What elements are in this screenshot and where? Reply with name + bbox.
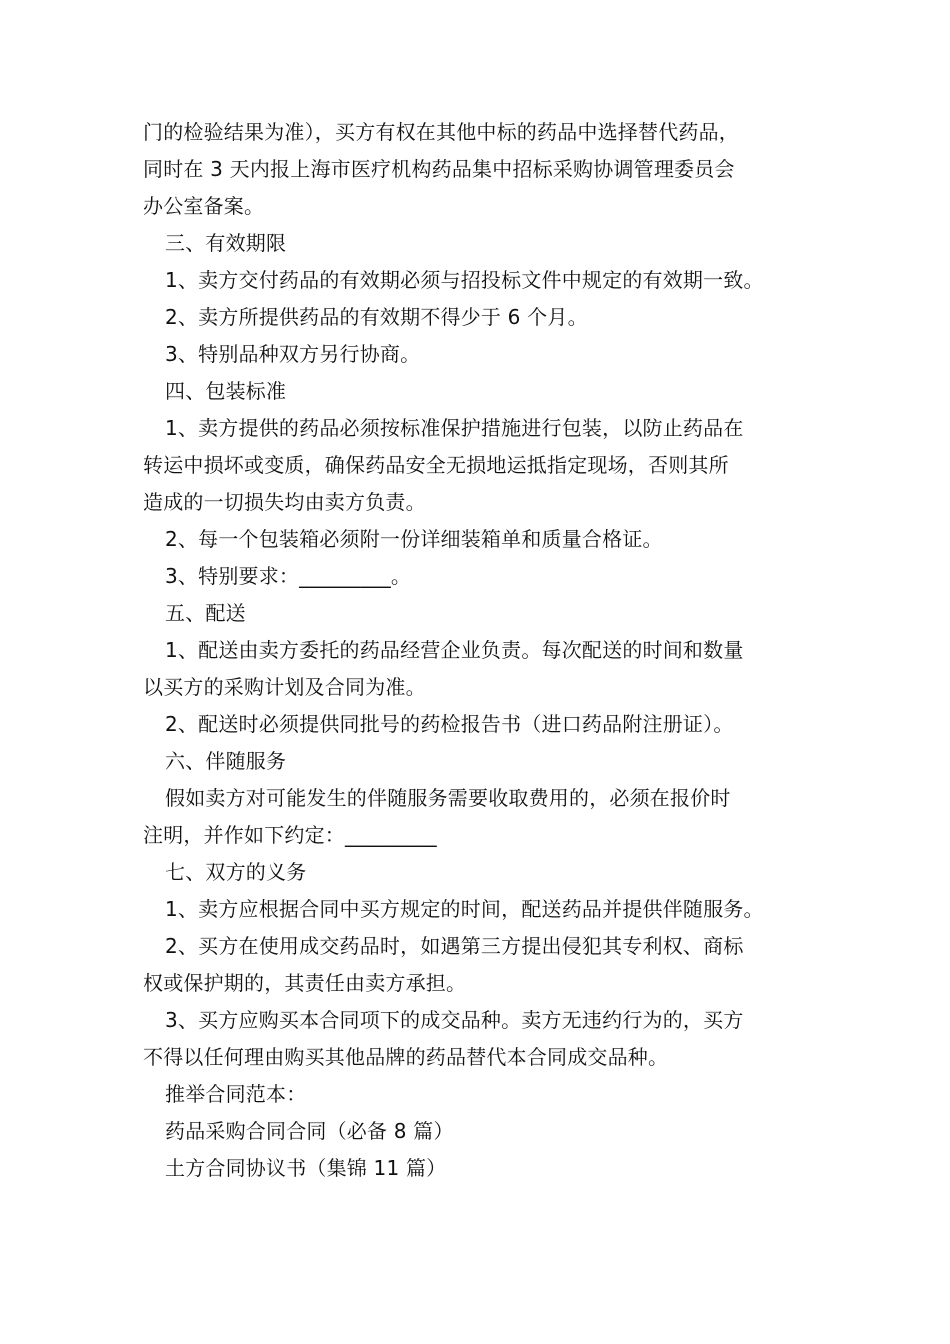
section-heading: 三、有效期限 [165,231,287,255]
text-line: 2、卖方所提供药品的有效期不得少于 6 个月。 [165,305,588,329]
section-heading: 六、伴随服务 [165,749,287,773]
text-line: 2、配送时必须提供同批号的药检报告书（进口药品附注册证）。 [165,712,734,736]
text-line: 权或保护期的，其责任由卖方承担。 [143,971,467,995]
text-line: 1、配送由卖方委托的药品经营企业负责。每次配送的时间和数量 [165,638,744,662]
section-heading: 七、双方的义务 [165,860,307,884]
text-line: 注明，并作如下约定：_________ [143,823,437,847]
section-heading: 四、包装标准 [165,379,287,403]
recommended-template-link[interactable]: 土方合同协议书（集锦 11 篇） [165,1156,447,1180]
text-line: 假如卖方对可能发生的伴随服务需要收取费用的，必须在报价时 [165,786,731,810]
text-line: 同时在 3 天内报上海市医疗机构药品集中招标采购协调管理委员会 [143,157,735,181]
text-line: 造成的一切损失均由卖方负责。 [143,490,426,514]
recommended-template-link[interactable]: 药品采购合同合同（必备 8 篇） [165,1119,454,1143]
text-line: 2、每一个包装箱必须附一份详细装箱单和质量合格证。 [165,527,663,551]
text-line: 1、卖方交付药品的有效期必须与招投标文件中规定的有效期一致。 [165,268,764,292]
text-line: 3、买方应购买本合同项下的成交品种。卖方无违约行为的，买方 [165,1008,744,1032]
text-line: 转运中损坏或变质，确保药品安全无损地运抵指定现场，否则其所 [143,453,729,477]
text-line: 门的检验结果为准），买方有权在其他中标的药品中选择替代药品， [143,120,739,144]
section-heading: 五、配送 [165,601,246,625]
text-line: 不得以任何理由购买其他品牌的药品替代本合同成交品种。 [143,1045,669,1069]
recommendation-heading: 推举合同范本： [165,1082,307,1106]
text-line: 1、卖方应根据合同中买方规定的时间，配送药品并提供伴随服务。 [165,897,764,921]
text-line: 2、买方在使用成交药品时，如遇第三方提出侵犯其专利权、商标 [165,934,744,958]
document-body [143,114,823,1187]
text-line: 办公室备案。 [143,194,265,218]
text-line: 3、特别品种双方另行协商。 [165,342,421,366]
text-line: 3、特别要求：_________。 [165,564,412,588]
text-line: 以买方的采购计划及合同为准。 [143,675,426,699]
text-line: 1、卖方提供的药品必须按标准保护措施进行包装，以防止药品在 [165,416,744,440]
